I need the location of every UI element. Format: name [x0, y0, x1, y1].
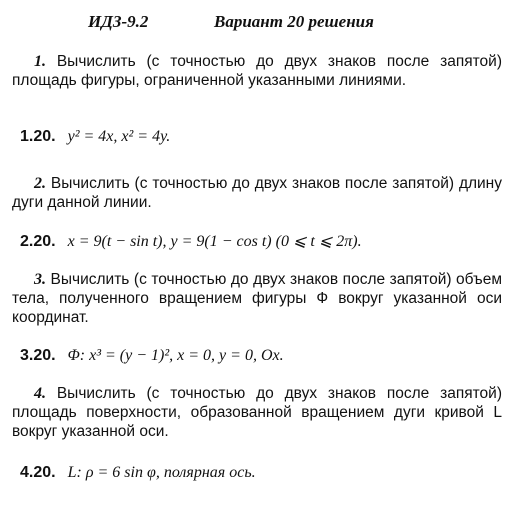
task-2-description: Вычислить (с точностью до двух знаков после запятой) длину дуги данной линии. — [12, 175, 502, 211]
equation-3 — [20, 347, 284, 365]
equation-4-number: 4.20. — [20, 464, 56, 481]
task-4-number: 4. — [34, 385, 46, 402]
equation-3-formula: Φ: x³ = (y − 1)², x = 0, y = 0, Ox. — [67, 347, 284, 364]
task-4-description: Вычислить (с точностью до двух знаков после запятой) площадь поверхности, образованной вращением дуги кривой L вокруг указанной оси. — [12, 385, 502, 440]
task-3-number: 3. — [34, 271, 46, 288]
task-1-number: 1. — [34, 53, 46, 70]
document-header — [0, 12, 518, 34]
equation-2-number: 2.20. — [20, 233, 56, 250]
equation-2 — [20, 231, 362, 251]
task-3-text — [12, 270, 502, 327]
variant-title: Вариант 20 решения — [214, 12, 374, 31]
equation-1-number: 1.20. — [20, 128, 56, 145]
task-1-description: Вычислить (с точностью до двух знаков после запятой) площадь фигуры, ограниченной указанными линиями. — [12, 53, 502, 89]
task-4-text — [12, 384, 502, 441]
task-1-text — [12, 52, 502, 90]
equation-1-formula: y² = 4x, x² = 4y. — [67, 128, 171, 145]
equation-1 — [20, 128, 170, 146]
task-2-number: 2. — [34, 175, 46, 192]
assignment-id: ИДЗ-9.2 — [88, 12, 149, 31]
equation-3-number: 3.20. — [20, 347, 56, 364]
equation-4-formula: L: ρ = 6 sin φ, полярная ось. — [67, 464, 256, 481]
task-2-text — [12, 174, 502, 212]
task-3-description: Вычислить (с точностью до двух знаков после запятой) объем тела, полученного вращением фигуры Ф вокруг указанной оси координат. — [12, 271, 502, 326]
equation-2-formula: x = 9(t − sin t), y = 9(1 − cos t) (0 ⩽ t ⩽ 2π). — [67, 233, 362, 250]
equation-4 — [20, 464, 256, 482]
